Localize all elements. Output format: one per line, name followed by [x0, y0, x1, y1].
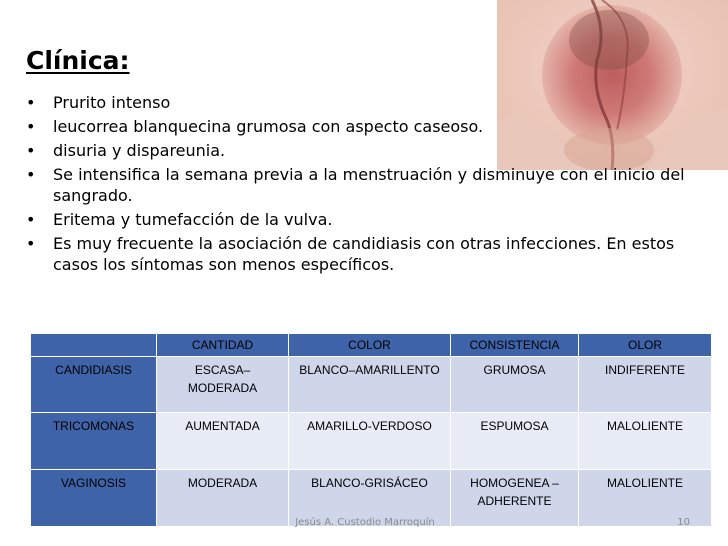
bullet-text: disuria y dispareunia.	[53, 141, 226, 160]
page-number: 10	[677, 517, 690, 528]
table-cell: BLANCO-GRISÁCEO	[289, 470, 451, 527]
bullet-text: Prurito intenso	[53, 93, 171, 112]
bullet-item	[26, 209, 686, 230]
table-cell: ESPUMOSA	[451, 413, 579, 470]
table-cell: AMARILLO-VERDOSO	[289, 413, 451, 470]
bullet-marker: •	[26, 93, 36, 112]
table-cell: MODERADA	[157, 470, 289, 527]
column-header-consistencia: CONSISTENCIA	[451, 334, 579, 357]
comparison-table	[30, 333, 712, 527]
table-row	[31, 413, 712, 470]
bullet-marker: •	[26, 210, 36, 229]
bullet-item	[26, 140, 686, 161]
row-header-tricomonas: TRICOMONAS	[31, 413, 157, 470]
row-header-vaginosis: VAGINOSIS	[31, 470, 157, 527]
table-cell: GRUMOSA	[451, 357, 579, 413]
table-cell: INDIFERENTE	[579, 357, 712, 413]
footer-author: Jesús A. Custodio Marroquín	[295, 517, 435, 528]
bullet-marker: •	[26, 117, 36, 136]
row-header-candidiasis: CANDIDIASIS	[31, 357, 157, 413]
bullet-marker: •	[26, 165, 36, 184]
table-cell: BLANCO–AMARILLENTO	[289, 357, 451, 413]
bullet-item	[26, 164, 686, 206]
bullet-item	[26, 116, 686, 137]
bullet-item	[26, 233, 686, 275]
column-header-color: COLOR	[289, 334, 451, 357]
bullet-text: leucorrea blanquecina grumosa con aspecto caseoso.	[53, 117, 484, 136]
slide-title: Clínica:	[26, 46, 130, 75]
column-header-olor: OLOR	[579, 334, 712, 357]
table-corner-cell	[31, 334, 157, 357]
bullet-item	[26, 92, 686, 113]
column-header-cantidad: CANTIDAD	[157, 334, 289, 357]
table-header-row	[31, 334, 712, 357]
table-row	[31, 357, 712, 413]
bullet-marker: •	[26, 141, 36, 160]
table-cell: MALOLIENTE	[579, 470, 712, 527]
table-cell: ESCASA–MODERADA	[157, 357, 289, 413]
table-cell: HOMOGENEA – ADHERENTE	[451, 470, 579, 527]
table-cell: AUMENTADA	[157, 413, 289, 470]
bullet-marker: •	[26, 234, 36, 253]
bullet-text: Se intensifica la semana previa a la menstruación y disminuye con el inicio del sangrado.	[53, 165, 685, 205]
bullet-text: Es muy frecuente la asociación de candidiasis con otras infecciones. En estos casos los síntomas son menos específicos.	[53, 234, 675, 274]
bullet-list	[26, 92, 686, 278]
table-cell: MALOLIENTE	[579, 413, 712, 470]
bullet-text: Eritema y tumefacción de la vulva.	[53, 210, 333, 229]
